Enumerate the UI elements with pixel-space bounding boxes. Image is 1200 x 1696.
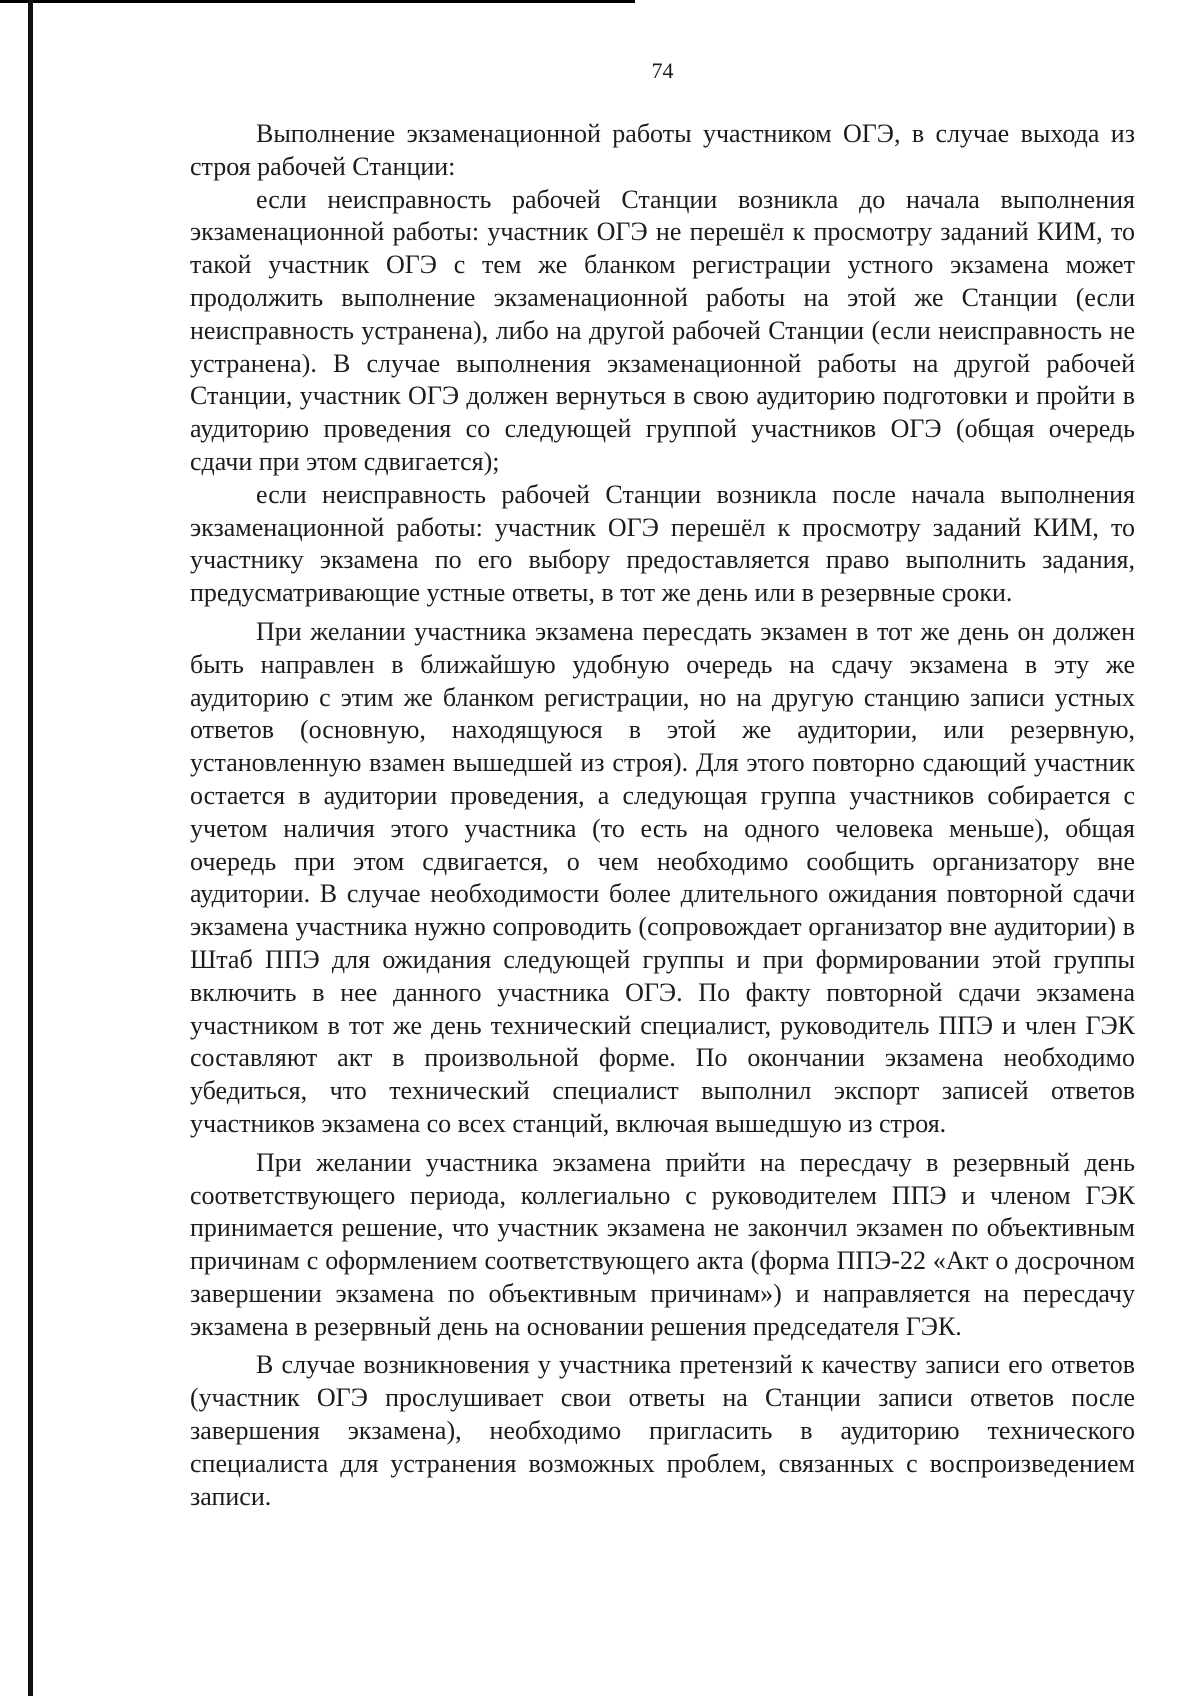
scan-left-edge (28, 0, 33, 1696)
scan-top-edge (0, 0, 635, 3)
paragraph-after-start: если неисправность рабочей Станции возникла после начала выполнения экзаменационной работы: участник ОГЭ перешёл к просмотру заданий КИМ, то участнику экзамена по его выбору предоставляется право выполнить задания, предусматривающие устные ответы, в тот же день или в резервные сроки. (190, 479, 1135, 608)
paragraph-same-day-retake: При желании участника экзамена пересдать экзамен в тот же день он должен быть направлен в ближайшую удобную очередь на сдачу экзамена в эту же аудиторию с этим же бланком регистрации, но на другую станцию записи устных ответов (основную, находящуюся в этой же аудитории, или резервную, установленную взамен вышедшей из строя). Для этого повторно сдающий участник остается в аудитории проведения, а следующая группа участников собирается с учетом наличия этого участника (то есть на одного человека меньше), общая очередь при этом сдвигается, о чем необходимо сообщить организатору вне аудитории. В случае необходимости более длительного ожидания повторной сдачи экзамена участника нужно сопроводить (сопровождает организатор вне аудитории) в Штаб ППЭ для ожидания следующей группы и при формировании этой группы включить в нее данного участника ОГЭ. По факту повторной сдачи экзамена участником в тот же день технический специалист, руководитель ППЭ и член ГЭК составляют акт в произвольной форме. По окончании экзамена необходимо убедиться, что технический специалист выполнил экспорт записей ответов участников экзамена со всех станций, включая вышедшую из строя. (190, 616, 1135, 1138)
page-number: 74 (651, 58, 674, 83)
paragraph-recording-claims: В случае возникновения у участника претензий к качеству записи его ответов (участник ОГЭ прослушивает свои ответы на Станции записи ответов после завершения экзамена), необходимо пригласить в аудиторию технического специалиста для устранения возможных проблем, связанных с воспроизведением записи. (190, 1350, 1135, 1511)
paragraph-reserve-day-retake: При желании участника экзамена прийти на пересдачу в резервный день соответствующего периода, коллегиально с руководителем ППЭ и членом ГЭК принимается решение, что участник экзамена не закончил экзамен по объективным причинам с оформлением соответствующего акта (форма ППЭ-22 «Акт о досрочном завершении экзамена по объективным причинам») и направляется на пересдачу экзамена в резервный день на основании решения председателя ГЭК. (190, 1147, 1135, 1341)
document-page (190, 58, 1135, 1513)
paragraph-before-start: если неисправность рабочей Станции возникла до начала выполнения экзаменационной работы: участник ОГЭ не перешёл к просмотру заданий КИМ, то такой участник ОГЭ с тем же бланком регистрации устного экзамена может продолжить выполнение экзаменационной работы на этой же Станции (если неисправность устранена), либо на другой рабочей Станции (если неисправность не устранена). В случае выполнения экзаменационной работы на другой рабочей Станции, участник ОГЭ должен вернуться в свою аудиторию подготовки и пройти в аудиторию проведения со следующей группой участников ОГЭ (общая очередь сдачи при этом сдвигается); (190, 184, 1135, 476)
paragraph-intro: Выполнение экзаменационной работы участником ОГЭ, в случае выхода из строя рабочей Станции: (190, 119, 1135, 181)
